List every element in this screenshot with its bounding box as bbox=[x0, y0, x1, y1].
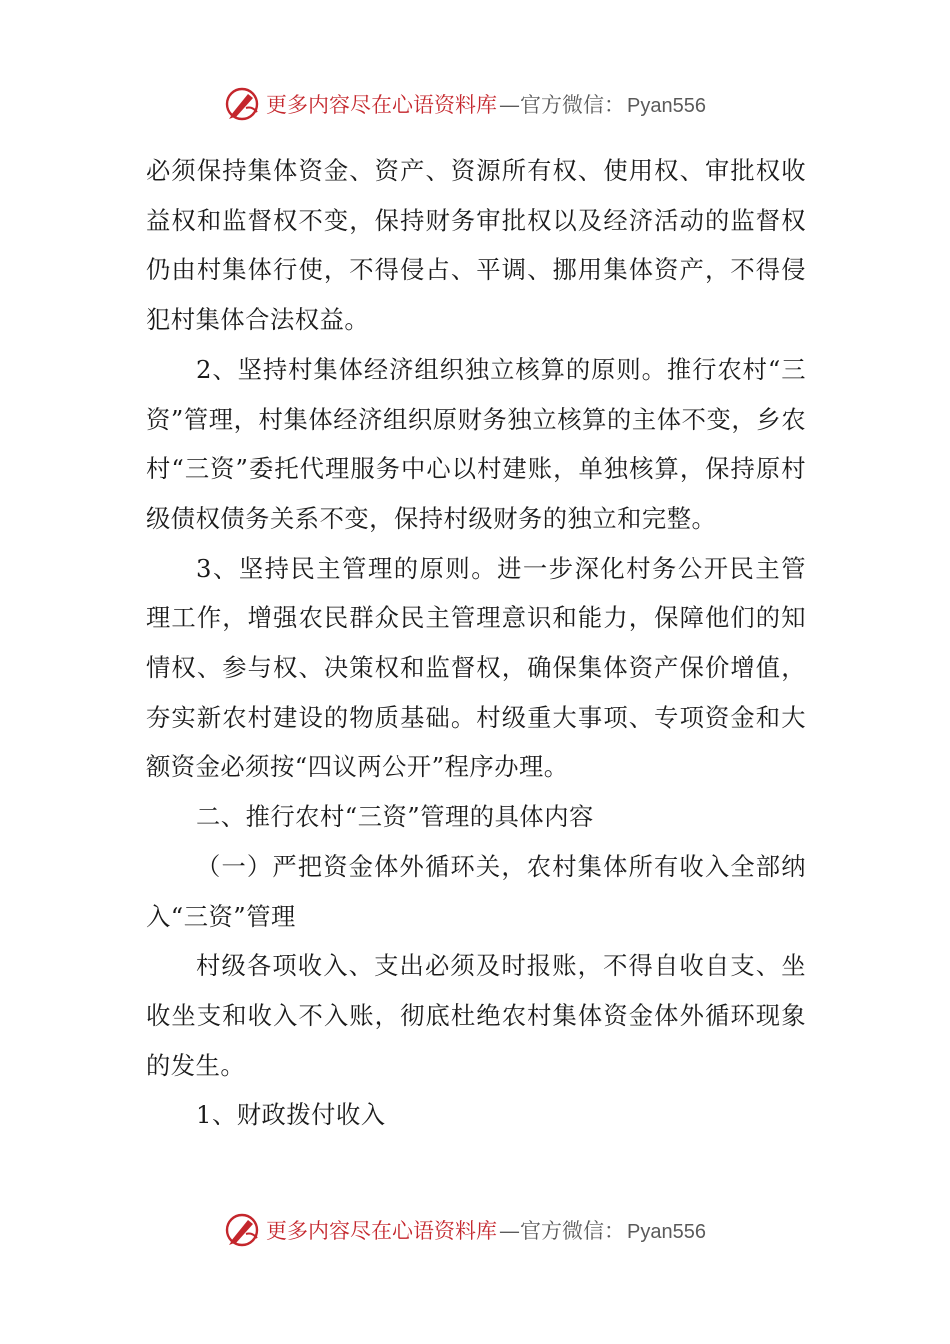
pen-circle-logo-icon bbox=[224, 86, 260, 122]
paragraph-6: 村级各项收入、支出必须及时报账，不得自收自支、坐收坐支和收入不入账，彻底杜绝农村集体资金体外循环现象的发生。 bbox=[146, 951, 806, 1080]
banner-text bbox=[266, 89, 706, 119]
paragraph-1: 必须保持集体资金、资产、资源所有权、使用权、审批权收益权和监督权不变，保持财务审批权以及经济活动的监督权仍由村集体行使，不得侵占、平调、挪用集体资产，不得侵犯村集体合法权益。 bbox=[146, 156, 806, 335]
banner-gray-text: —官方微信： bbox=[499, 1219, 625, 1243]
banner-red-text: 更多内容尽在心语资料库 bbox=[266, 1219, 497, 1243]
paragraph-2: 2、坚持村集体经济组织独立核算的原则。推行农村“三资”管理，村集体经济组织原财务独立核算的主体不变，乡农村“三资”委托代理服务中心以村建账，单独核算，保持原村级债权债务关系不变，保持村级财务的独立和完整。 bbox=[146, 354, 806, 533]
subsection-heading: （一）严把资金体外循环关，农村集体所有收入全部纳入“三资”管理 bbox=[146, 851, 806, 931]
pen-circle-logo-icon bbox=[224, 1212, 260, 1248]
item-heading: 1、财政拨付收入 bbox=[196, 1100, 386, 1130]
header-banner bbox=[224, 84, 706, 124]
document-body bbox=[146, 146, 806, 1140]
banner-text bbox=[266, 1215, 706, 1245]
banner-wechat-id: Pyan556 bbox=[627, 1221, 706, 1243]
banner-red-text: 更多内容尽在心语资料库 bbox=[266, 93, 497, 117]
banner-gray-text: —官方微信： bbox=[499, 93, 625, 117]
section-heading: 二、推行农村“三资”管理的具体内容 bbox=[196, 802, 594, 832]
footer-banner bbox=[224, 1210, 706, 1250]
paragraph-3: 3、坚持民主管理的原则。进一步深化村务公开民主管理工作，增强农民群众民主管理意识和能力，保障他们的知情权、参与权、决策权和监督权，确保集体资产保价增值，夯实新农村建设的物质基础。村级重大事项、专项资金和大额资金必须按“四议两公开”程序办理。 bbox=[146, 553, 806, 782]
banner-wechat-id: Pyan556 bbox=[627, 95, 706, 117]
